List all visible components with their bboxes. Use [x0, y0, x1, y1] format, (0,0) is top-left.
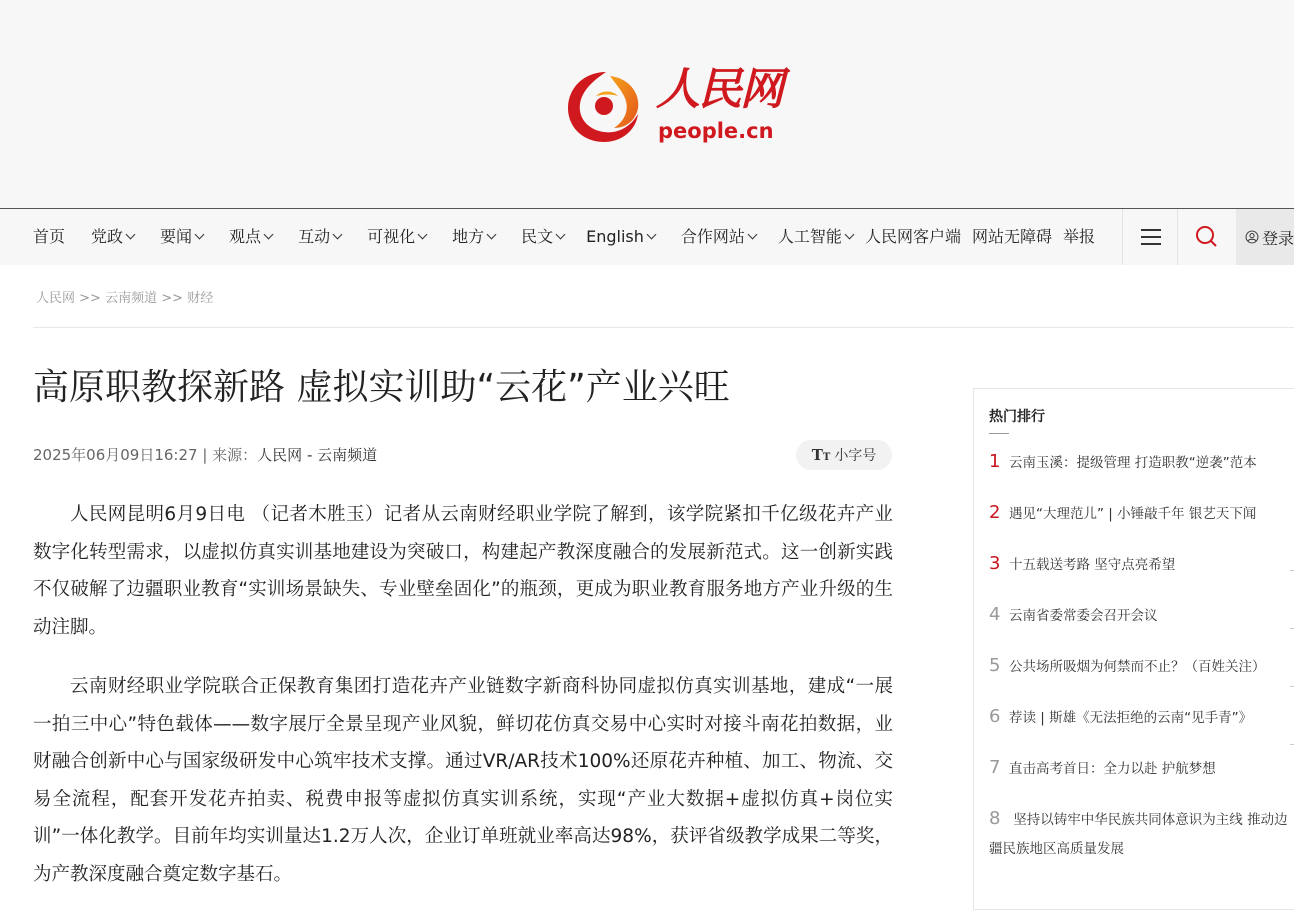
- article-meta: [33, 444, 377, 466]
- nav-item[interactable]: [865, 209, 961, 265]
- nav-item-label: 举报: [1062, 227, 1095, 246]
- font-size-icon: TT: [811, 446, 831, 464]
- hot-ranking-text: 云南省委常委会召开会议: [1009, 608, 1158, 624]
- hot-ranking-text: 云南玉溪：提级管理 打造职教“逆袭”范本: [1009, 455, 1257, 471]
- menu-icon: [1123, 209, 1179, 265]
- breadcrumb-item-home[interactable]: 人民网: [36, 291, 76, 306]
- nav-item[interactable]: [160, 209, 203, 265]
- nav-item[interactable]: [681, 209, 756, 265]
- search-icon: [1178, 209, 1236, 265]
- nav-item-label: 人工智能: [777, 227, 842, 246]
- edge-line: [1290, 628, 1294, 629]
- main-nav: [0, 208, 1294, 265]
- menu-button[interactable]: [1122, 209, 1178, 265]
- chevron-down-icon: [195, 230, 205, 240]
- chevron-down-icon: [747, 230, 757, 240]
- site-logo[interactable]: [566, 62, 786, 148]
- user-icon: [1245, 227, 1259, 247]
- hot-ranking-panel: [973, 388, 1294, 910]
- hot-ranking-item[interactable]: [989, 447, 1289, 498]
- article-paragraph: 人民网昆明6月9日电 （记者木胜玉）记者从云南财经职业学院了解到，该学院紧扣千亿级花卉产业数字化转型需求，以虚拟仿真实训基地建设为突破口，构建起产教深度融合的发展新范式。这一创新实践不仅破解了边疆职业教育“实训场景缺失、专业壁垒固化”的瓶颈，更成为职业教育服务地方产业升级的生动注脚。: [33, 504, 893, 638]
- hot-ranking-item[interactable]: [989, 702, 1289, 753]
- chevron-down-icon: [556, 230, 566, 240]
- breadcrumb-separator: >>: [161, 291, 184, 306]
- hot-ranking-title: 热门排行: [989, 409, 1045, 425]
- chevron-down-icon: [126, 230, 136, 240]
- breadcrumb-item-finance[interactable]: 财经: [187, 291, 214, 306]
- hot-ranking-text: 直击高考首日：全力以赴 护航梦想: [1009, 761, 1216, 777]
- chevron-down-icon: [418, 230, 428, 240]
- hot-ranking-item[interactable]: [989, 549, 1289, 600]
- hot-ranking-text: 十五载送考路 坚守点亮希望: [1009, 557, 1176, 573]
- chevron-down-icon: [646, 230, 656, 240]
- hot-ranking-text: 遇见“大理范儿” | 小锤敲千年 银艺天下闻: [1009, 506, 1257, 522]
- hot-ranking-item[interactable]: [989, 651, 1289, 702]
- nav-item[interactable]: [1063, 209, 1095, 265]
- divider: [33, 327, 1294, 328]
- hot-title-underline: [989, 433, 1009, 434]
- logo-wordmark: 人民网: [656, 64, 782, 115]
- site-header: [0, 0, 1294, 208]
- hot-ranking-text: 公共场所吸烟为何禁而不止？（百姓关注）: [1009, 659, 1266, 675]
- hot-ranking-item[interactable]: [989, 753, 1289, 804]
- nav-item-label: 合作网站: [680, 227, 745, 246]
- hot-ranking-list: [989, 447, 1289, 894]
- search-button[interactable]: [1178, 209, 1236, 265]
- nav-item[interactable]: [452, 209, 495, 265]
- nav-item-label: 人民网客户端: [864, 227, 961, 246]
- breadcrumb-separator: >>: [79, 291, 101, 306]
- hot-ranking-number: 1: [989, 451, 1001, 472]
- hot-ranking-number: 6: [989, 706, 1001, 727]
- login-label: 登录: [1261, 228, 1294, 248]
- hot-ranking-number: 4: [989, 604, 1001, 625]
- logo-mark-icon: [566, 66, 648, 146]
- article-source[interactable]: 人民网 - 云南频道: [257, 446, 378, 464]
- nav-items: [0, 209, 1095, 265]
- nav-item-label: 互动: [298, 227, 331, 246]
- chevron-down-icon: [487, 230, 497, 240]
- nav-item[interactable]: [298, 209, 341, 265]
- nav-item[interactable]: [521, 209, 564, 265]
- hot-ranking-item[interactable]: [989, 498, 1289, 549]
- article-title: 高原职教探新路 虚拟实训助“云花”产业兴旺: [33, 367, 730, 408]
- article-source-prefix: | 来源：: [197, 446, 258, 464]
- hot-ranking-number: 7: [989, 757, 1001, 778]
- nav-item-label: 可视化: [367, 227, 416, 246]
- chevron-down-icon: [844, 230, 854, 240]
- nav-item-label: 首页: [33, 227, 66, 246]
- nav-item[interactable]: [778, 209, 853, 265]
- nav-item[interactable]: [367, 209, 426, 265]
- hot-ranking-item[interactable]: [989, 600, 1289, 651]
- edge-line: [1290, 744, 1294, 745]
- nav-item[interactable]: [972, 209, 1052, 265]
- edge-line: [1290, 686, 1294, 687]
- font-size-label: 小字号: [834, 448, 877, 464]
- hot-ranking-text: 坚持以铸牢中华民族共同体意识为主线 推动边疆民族地区高质量发展: [989, 812, 1288, 857]
- nav-item[interactable]: [586, 209, 655, 265]
- chevron-down-icon: [264, 230, 274, 240]
- nav-item-label: 地方: [452, 227, 485, 246]
- login-button[interactable]: [1236, 209, 1294, 265]
- logo-domain: people.cn: [658, 119, 774, 143]
- nav-item-label: 观点: [229, 227, 262, 246]
- nav-item-label: 要闻: [160, 227, 193, 246]
- nav-item-label: 党政: [91, 227, 124, 246]
- nav-item-label: English: [586, 227, 644, 246]
- font-size-toggle[interactable]: [796, 440, 892, 470]
- article-paragraph: 云南财经职业学院联合正保教育集团打造花卉产业链数字新商科协同虚拟仿真实训基地，建成“一展一拍三中心”特色载体——数字展厅全景呈现产业风貌，鲜切花仿真交易中心实时对接斗南花拍数据，业财融合创新中心与国家级研发中心筑牢技术支撑。通过VR/AR技术100%还原花卉种植、加工、物流、交易全流程，配套开发花卉拍卖、税费申报等虚拟仿真实训系统，实现“产业大数据+虚拟仿真+岗位实训”一体化教学。目前年均实训量达1.2万人次，企业订单班就业率高达98%，获评省级教学成果二等奖，为产教深度融合奠定数字基石。: [33, 676, 893, 885]
- hot-ranking-number: 8: [989, 808, 1001, 829]
- breadcrumb-item-yunnan[interactable]: 云南频道: [105, 291, 158, 306]
- article-datetime: 2025年06月09日16:27: [33, 446, 198, 464]
- hot-ranking-item[interactable]: [989, 804, 1289, 894]
- hot-ranking-number: 2: [989, 502, 1001, 523]
- hot-ranking-number: 3: [989, 553, 1001, 574]
- breadcrumb: [36, 287, 213, 306]
- nav-item[interactable]: [91, 209, 134, 265]
- chevron-down-icon: [333, 230, 343, 240]
- hot-ranking-text: 荐读 | 斯雄《无法拒绝的云南“见手青”》: [1009, 710, 1253, 726]
- nav-item[interactable]: [33, 209, 65, 265]
- nav-item-label: 民文: [521, 227, 554, 246]
- hot-ranking-number: 5: [989, 655, 1001, 676]
- article-body: [33, 496, 893, 915]
- edge-line: [1290, 570, 1294, 571]
- nav-item-label: 网站无障碍: [971, 227, 1052, 246]
- nav-item[interactable]: [229, 209, 272, 265]
